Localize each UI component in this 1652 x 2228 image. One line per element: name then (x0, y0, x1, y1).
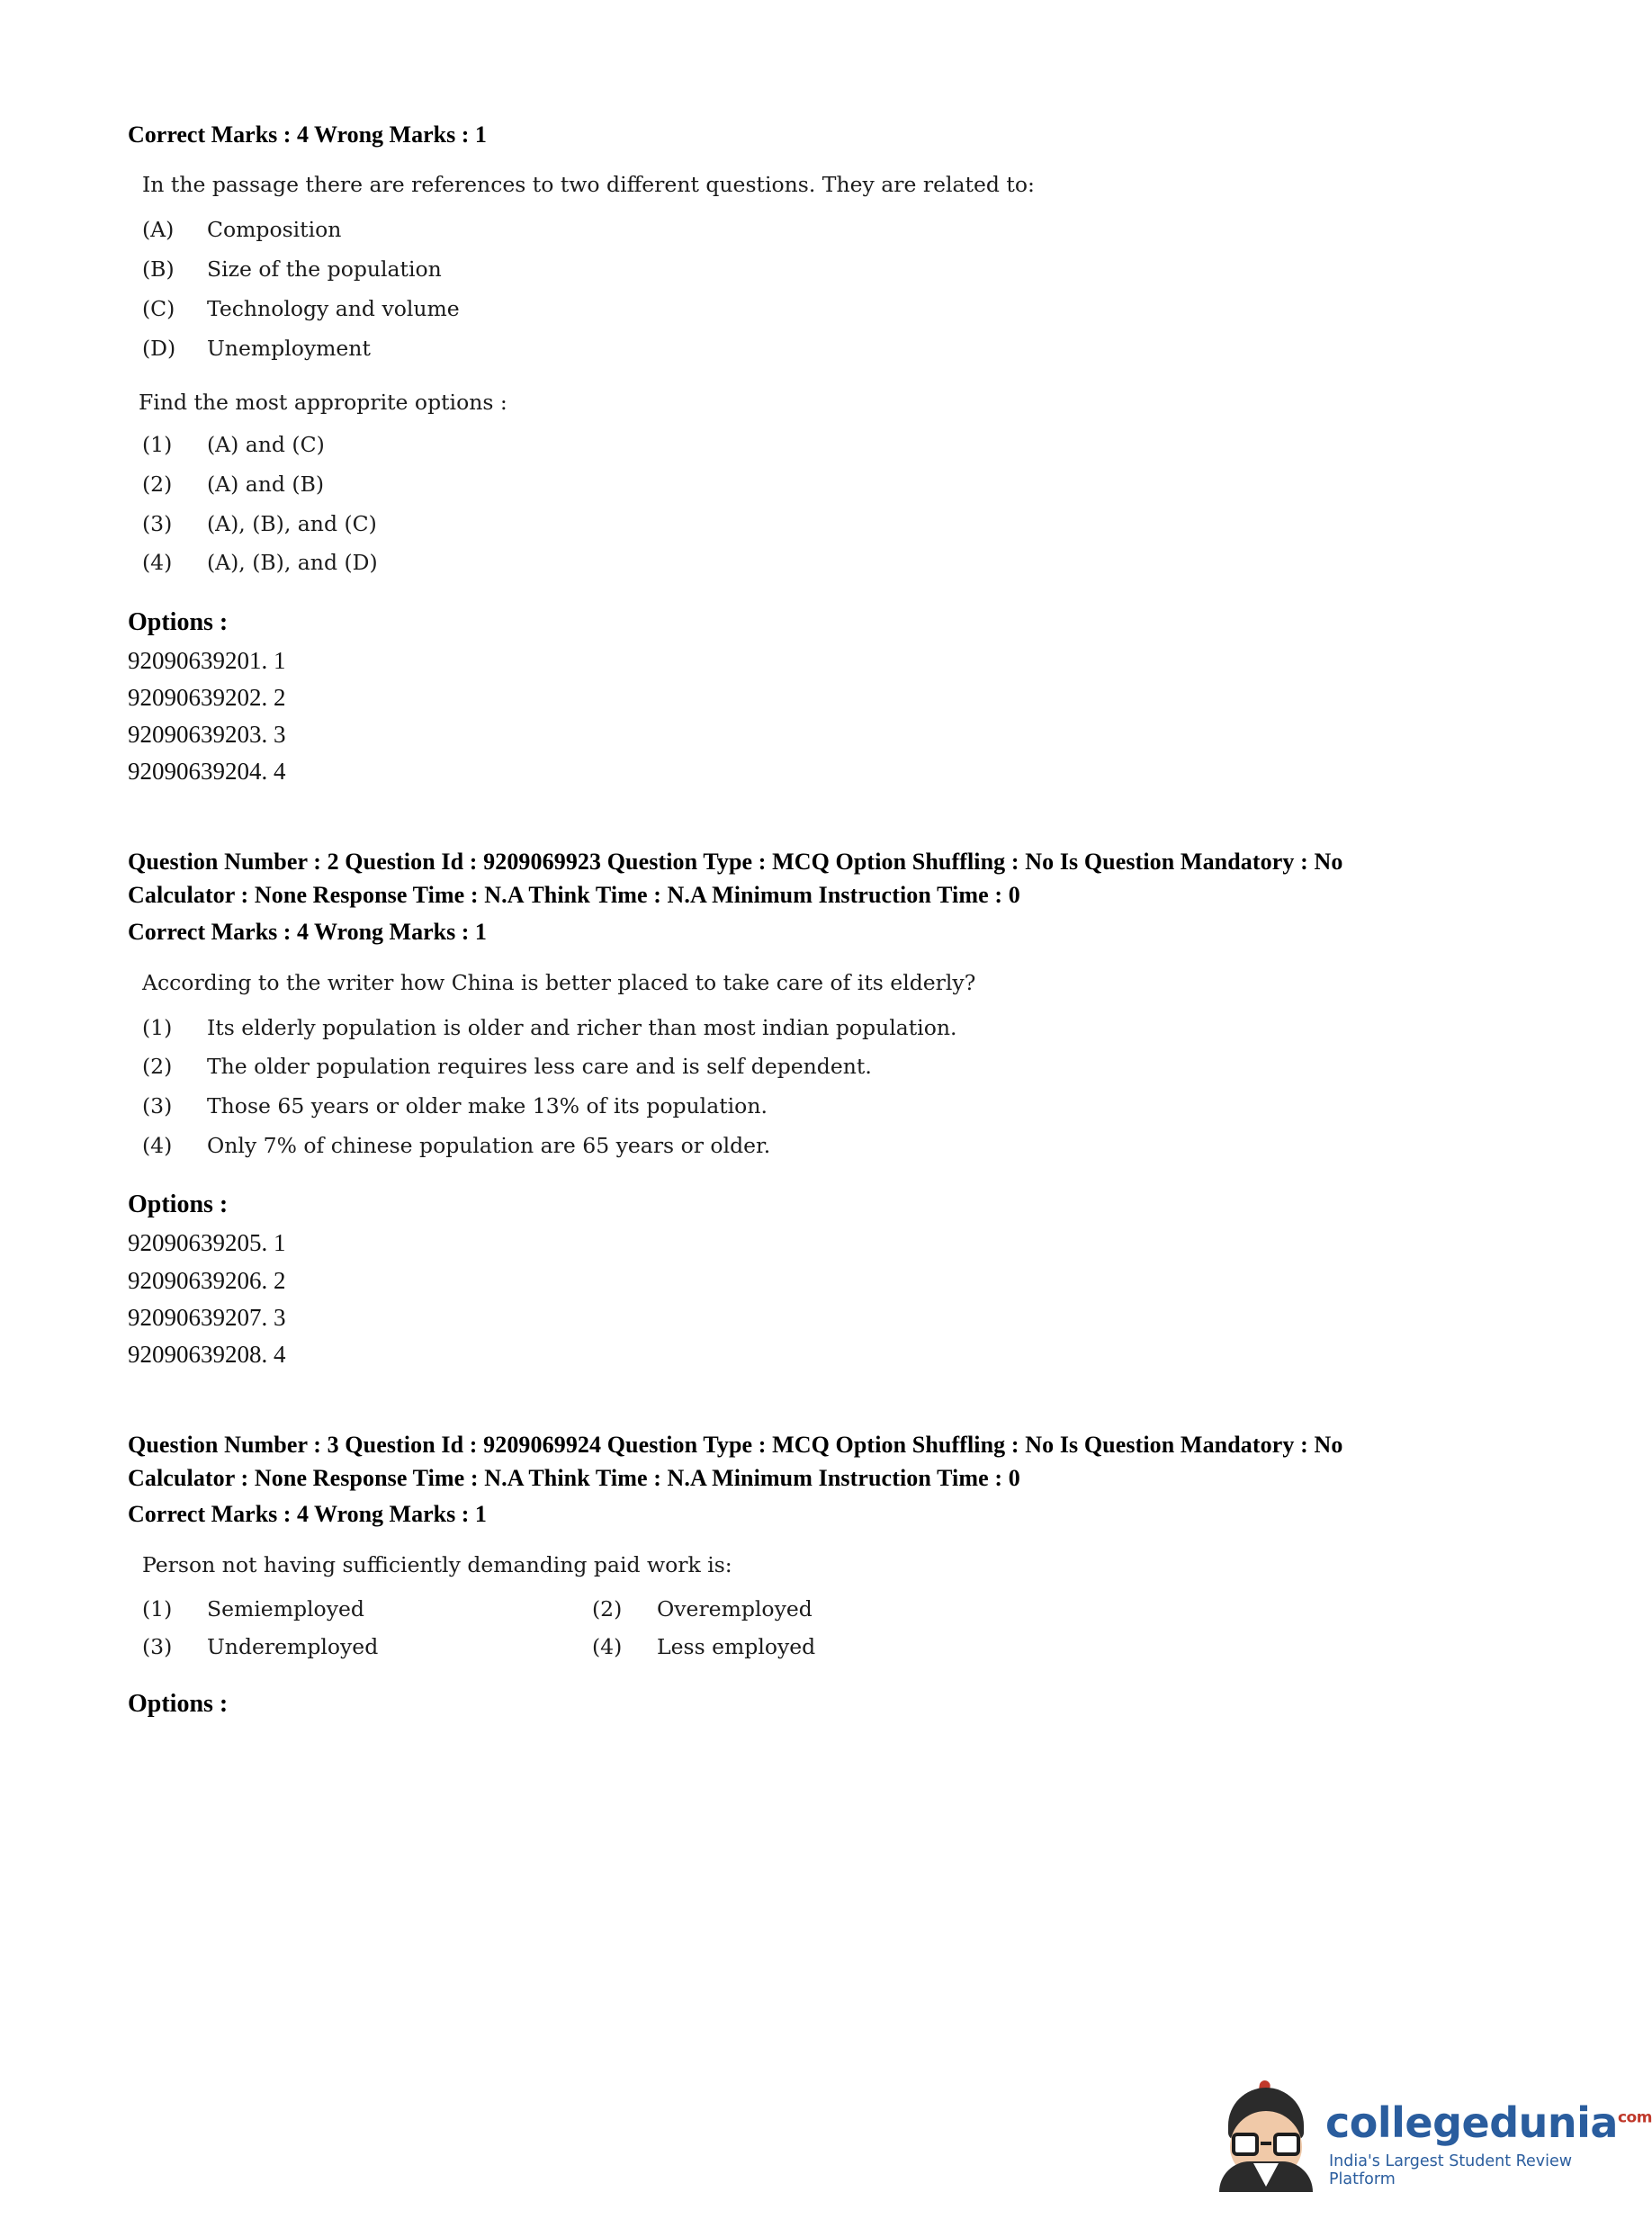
choice-item (142, 549, 1441, 578)
glass-left (1232, 2133, 1259, 2156)
question-block-1 (128, 119, 1441, 790)
option-id: 92090639203. 3 (128, 721, 286, 749)
statement-text: Composition (207, 217, 342, 243)
choice-row (142, 1634, 1441, 1659)
choice-item (142, 471, 1441, 499)
options-heading-2: Options : (128, 1190, 229, 1219)
choice-text: Overemployed (657, 1595, 813, 1622)
statement-label: (C) (142, 295, 175, 321)
glass-right (1273, 2133, 1300, 2156)
option-id: 92090639201. 1 (128, 647, 286, 675)
choice-label: (4) (142, 1132, 173, 1158)
choice-text: Those 65 years or older make 13% of its population. (207, 1093, 768, 1119)
question-text-3: Person not having sufficiently demanding paid work is: (142, 1551, 732, 1577)
option-id: 92090639208. 4 (128, 1340, 286, 1368)
glasses-icon (1230, 2133, 1302, 2156)
choice-text: Less employed (657, 1633, 816, 1659)
choice-text: Semiemployed (207, 1595, 364, 1622)
mascot-icon (1219, 2088, 1313, 2188)
question-block-3 (128, 1429, 1441, 1719)
choice-label: (3) (142, 510, 173, 536)
choice-item (142, 1596, 592, 1622)
question-block-2 (128, 846, 1441, 1372)
choice-label: (4) (592, 1633, 623, 1659)
question-text-1: In the passage there are references to two different questions. They are related to: (142, 172, 1035, 198)
marks-line-2: Correct Marks : 4 Wrong Marks : 1 (128, 919, 487, 946)
marks-line-1: Correct Marks : 4 Wrong Marks : 1 (128, 121, 487, 148)
choice-label: (2) (142, 472, 173, 498)
choice-label: (4) (142, 550, 173, 576)
statement-list-1 (142, 216, 1441, 363)
choice-row (142, 1596, 1441, 1622)
block-spacer (128, 790, 1441, 846)
statement-item (142, 295, 1441, 324)
marks-line-3: Correct Marks : 4 Wrong Marks : 1 (128, 1501, 487, 1528)
option-id: 92090639202. 2 (128, 684, 286, 712)
statement-text: Size of the population (207, 256, 442, 283)
options-heading-1: Options : (128, 608, 229, 637)
brand-name-second: dunia (1489, 2098, 1618, 2147)
choice-item (142, 1053, 1441, 1082)
choice-label: (1) (142, 1014, 173, 1040)
statement-item (142, 335, 1441, 364)
choice-list-2 (142, 1014, 1441, 1161)
choice-label: (1) (142, 432, 173, 458)
question-meta-2: Question Number : 2 Question Id : 9209069923 Question Type : MCQ Option Shuffling : No Is Question Mandatory : No Calculator : None Response Time : N.A Think Time : N.A Minimum Instruction Time : 0 (128, 849, 1343, 909)
choice-item (142, 510, 1441, 539)
option-id: 92090639205. 1 (128, 1229, 286, 1257)
choice-grid-3 (142, 1596, 1441, 1659)
choice-item (142, 1014, 1441, 1043)
choice-item (592, 1596, 1042, 1622)
choice-item (142, 431, 1441, 460)
choice-text: The older population requires less care and is self dependent. (207, 1054, 872, 1080)
brand-name (1325, 2098, 1652, 2147)
statement-label: (D) (142, 335, 176, 361)
choice-item (592, 1634, 1042, 1659)
choice-list-1 (142, 431, 1441, 578)
choice-item (142, 1634, 592, 1659)
choice-text: (A) and (B) (207, 472, 325, 498)
statement-text: Technology and volume (207, 295, 460, 321)
options-heading-3: Options : (128, 1689, 229, 1718)
statement-item (142, 216, 1441, 245)
question-text-2: According to the writer how China is better placed to take care of its elderly? (142, 969, 976, 995)
option-id: 92090639206. 2 (128, 1266, 286, 1294)
question-meta-3: Question Number : 3 Question Id : 9209069924 Question Type : MCQ Option Shuffling : No Is Question Mandatory : No Calculator : None Response Time : N.A Think Time : N.A Minimum Instruction Time : 0 (128, 1431, 1343, 1491)
option-id: 92090639204. 4 (128, 758, 286, 786)
choice-item (142, 1132, 1441, 1161)
choice-item (142, 1092, 1441, 1121)
brand-tagline: India's Largest Student Review Platform (1329, 2152, 1573, 2188)
collegedunia-watermark (1219, 2086, 1652, 2194)
statement-item (142, 256, 1441, 284)
statement-label: (A) (142, 217, 175, 243)
choice-label: (1) (142, 1595, 173, 1622)
choice-text: (A), (B), and (C) (207, 510, 377, 536)
choice-label: (3) (142, 1093, 173, 1119)
choice-label: (2) (592, 1595, 623, 1622)
sub-prompt-1: Find the most approprite options : (139, 390, 507, 416)
brand-name-first: college (1325, 2098, 1490, 2147)
statement-label: (B) (142, 256, 175, 283)
glass-bridge (1261, 2142, 1271, 2145)
choice-label: (3) (142, 1633, 173, 1659)
choice-text: Only 7% of chinese population are 65 years or older. (207, 1132, 771, 1158)
choice-text: (A) and (C) (207, 432, 325, 458)
choice-text: (A), (B), and (D) (207, 550, 378, 576)
choice-label: (2) (142, 1054, 173, 1080)
choice-text: Underemployed (207, 1633, 379, 1659)
brand-name-sup: com (1617, 2108, 1652, 2127)
block-spacer (128, 1373, 1441, 1429)
statement-text: Unemployment (207, 335, 371, 361)
document-content (128, 115, 1441, 1724)
option-id: 92090639207. 3 (128, 1303, 286, 1331)
choice-text: Its elderly population is older and richer than most indian population. (207, 1014, 957, 1040)
